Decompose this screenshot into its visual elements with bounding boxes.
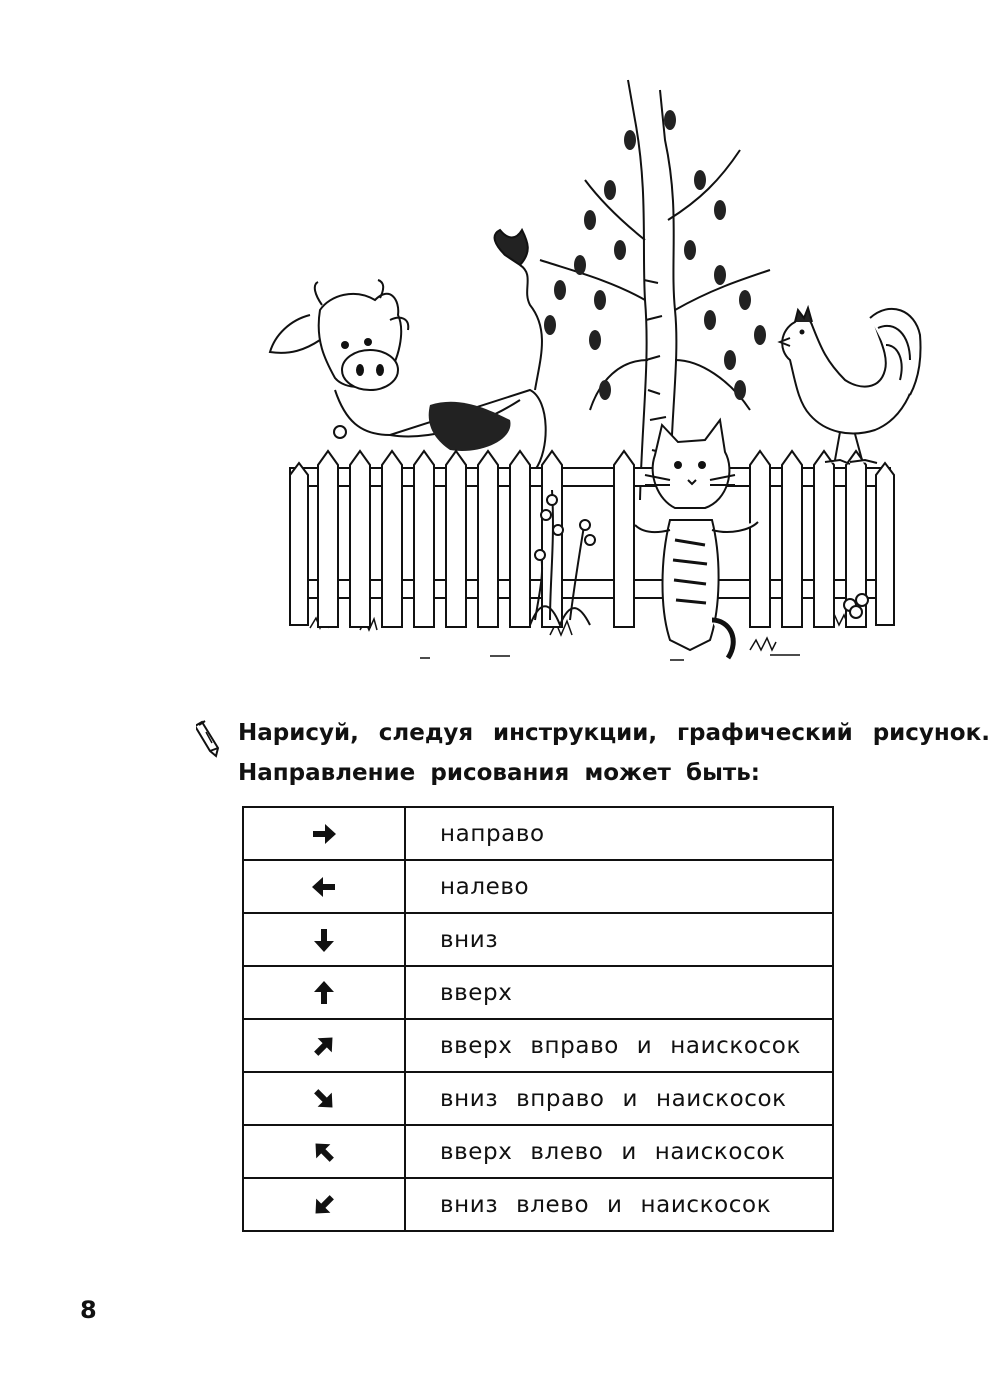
instruction-word: рисования	[430, 760, 570, 786]
direction-arrow-cell	[243, 1125, 405, 1178]
rooster	[780, 308, 921, 464]
direction-label: вниз влево и наискосок	[405, 1178, 833, 1231]
direction-arrow-cell	[243, 860, 405, 913]
instruction-word: рисунок.	[872, 720, 990, 746]
direction-label: вниз	[405, 913, 833, 966]
direction-arrow-cell	[243, 807, 405, 860]
direction-label: направо	[405, 807, 833, 860]
direction-arrow-cell	[243, 966, 405, 1019]
instruction-line-2	[238, 760, 760, 786]
direction-label: вниз вправо и наискосок	[405, 1072, 833, 1125]
direction-label: налево	[405, 860, 833, 913]
arrow-down-left-icon	[310, 1191, 338, 1219]
instruction-word: следуя	[378, 720, 474, 746]
direction-row	[243, 913, 833, 966]
instruction-line-1	[238, 720, 990, 746]
direction-row	[243, 1072, 833, 1125]
direction-arrow-cell	[243, 1072, 405, 1125]
arrow-up-right-icon	[310, 1032, 338, 1060]
direction-row	[243, 1178, 833, 1231]
arrow-up-icon	[310, 979, 338, 1007]
cat	[635, 420, 758, 658]
birch-tree	[540, 80, 770, 500]
direction-arrow-cell	[243, 1019, 405, 1072]
direction-row	[243, 1019, 833, 1072]
arrow-up-left-icon	[310, 1138, 338, 1166]
arrow-left-icon	[310, 873, 338, 901]
instruction-word: графический	[677, 720, 853, 746]
direction-row	[243, 1125, 833, 1178]
arrow-down-right-icon	[310, 1085, 338, 1113]
instruction-word: Нарисуй,	[238, 720, 359, 746]
direction-row	[243, 807, 833, 860]
farm-scene-illustration	[250, 60, 950, 670]
direction-row	[243, 860, 833, 913]
page-number: 8	[80, 1296, 97, 1324]
arrow-down-icon	[310, 926, 338, 954]
directions-table	[242, 806, 834, 1232]
pencil-icon	[196, 718, 226, 758]
direction-label: вверх	[405, 966, 833, 1019]
cow	[270, 230, 546, 490]
direction-label: вверх вправо и наискосок	[405, 1019, 833, 1072]
instruction-word: инструкции,	[493, 720, 658, 746]
direction-arrow-cell	[243, 1178, 405, 1231]
instruction-word: Направление	[238, 760, 416, 786]
direction-arrow-cell	[243, 913, 405, 966]
instruction-word: может	[584, 760, 671, 786]
direction-label: вверх влево и наискосок	[405, 1125, 833, 1178]
arrow-right-icon	[310, 820, 338, 848]
instruction-word: быть:	[686, 760, 760, 786]
direction-row	[243, 966, 833, 1019]
